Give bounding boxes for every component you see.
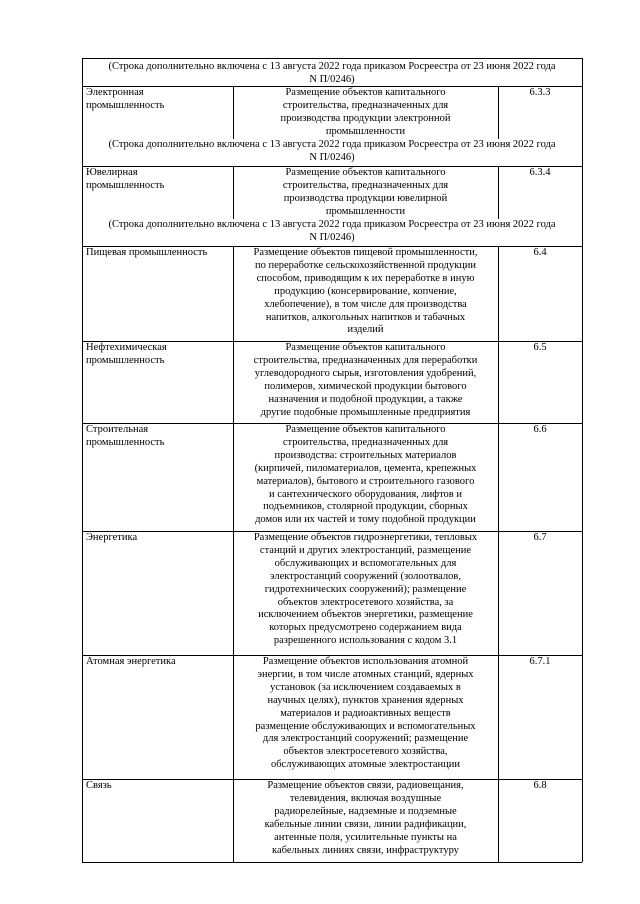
row-description-line: углеводородного сырья, изготовления удобрений, xyxy=(254,367,477,379)
row-name-line: Энергетика xyxy=(86,532,138,543)
row-description-line: для электростанций сооружений; размещение xyxy=(262,733,469,745)
row-description-line: радиорелейные, надземные и подземные xyxy=(274,805,457,817)
table-border-vertical xyxy=(498,246,499,341)
row-description-line: обслуживающих атомные электростанции xyxy=(270,759,461,771)
row-description-line: которых предусмотрено содержанием вида xyxy=(269,622,462,634)
table-border-vertical xyxy=(498,86,499,139)
amendment-note-line: N П/0246) xyxy=(309,231,355,243)
row-description-line: подъемников, столярной продукции, сборных xyxy=(263,501,468,513)
row-name-line: промышленность xyxy=(86,179,165,191)
table-border-vertical xyxy=(82,58,83,862)
row-description-line: Размещение объектов капитального xyxy=(285,167,446,178)
row-code: 6.3.4 xyxy=(529,167,551,178)
row-description-line: производства продукции электронной xyxy=(280,112,451,124)
table-border-vertical xyxy=(498,655,499,779)
row-description-line: Размещение объектов капитального xyxy=(285,424,446,435)
table-border-vertical xyxy=(233,655,234,779)
row-description-line: размещение обслуживающих и вспомогательных xyxy=(255,720,476,732)
row-description-line: строительства, предназначенных для xyxy=(282,179,449,191)
row-description-line: способом, приводящим к их переработке в иную xyxy=(256,272,475,284)
row-description-line: строительства, предназначенных для xyxy=(282,99,449,111)
row-description-line: строительства, предназначенных для переработки xyxy=(253,354,478,366)
row-description-line: производства: строительных материалов xyxy=(274,449,457,461)
row-description-line: станций и других электростанций, размещение xyxy=(259,544,472,556)
row-name-line: Электронная xyxy=(86,87,144,98)
row-description-line: домов или их частей и тому подобной продукции xyxy=(255,514,476,526)
table-border-vertical xyxy=(233,531,234,655)
amendment-note-line: (Строка дополнительно включена с 13 августа 2022 года приказом Росреестра от 23 июня 2022 года xyxy=(108,219,556,230)
row-description-line: Размещение объектов пищевой промышленности, xyxy=(253,247,478,258)
row-description-line: электростанций сооружений (золоотвалов, xyxy=(270,570,461,582)
row-name-line: промышленность xyxy=(86,354,165,366)
row-description-line: Размещение объектов использования атомной xyxy=(262,656,469,667)
row-description-line: объектов электросетевого хозяйства, за xyxy=(277,596,454,608)
table-border-vertical xyxy=(498,423,499,531)
row-description-line: изделий xyxy=(347,324,384,336)
row-description-line: установок (за исключением создаваемых в xyxy=(270,681,461,693)
table-border-vertical xyxy=(233,341,234,423)
row-description-line: хлебопечение), в том числе для производства xyxy=(264,298,467,310)
row-name-line: Связь xyxy=(86,780,112,791)
row-description-line: антенные поля, усилительные пункты на xyxy=(274,831,457,843)
table-border-vertical xyxy=(233,166,234,219)
row-description-line: назначения и подобной продукции, а также xyxy=(268,393,463,405)
row-description-line: (кирпичей, пиломатериалов, цемента, крепежных xyxy=(254,462,477,474)
table-border-vertical xyxy=(233,246,234,341)
row-name-line: Пищевая промышленность xyxy=(86,247,208,258)
row-description-line: Размещение объектов гидроэнергетики, тепловых xyxy=(253,532,478,543)
row-description-line: по переработке сельскохозяйственной продукции xyxy=(254,259,477,271)
row-code: 6.5 xyxy=(533,342,547,353)
row-description-line: телевидения, включая воздушные xyxy=(289,792,442,804)
row-code: 6.4 xyxy=(533,247,547,258)
row-name-line: Ювелирная xyxy=(86,167,138,178)
row-description-line: Размещение объектов капитального xyxy=(285,87,446,98)
table-border-vertical xyxy=(498,779,499,862)
row-description-line: обслуживающих и вспомогательных для xyxy=(274,557,457,569)
table-border-vertical xyxy=(498,341,499,423)
row-code: 6.7 xyxy=(533,532,547,543)
table-border-vertical xyxy=(233,423,234,531)
row-code: 6.8 xyxy=(533,780,547,791)
amendment-note-line: (Строка дополнительно включена с 13 августа 2022 года приказом Росреестра от 23 июня 2022 года xyxy=(108,61,556,72)
table-border-horizontal xyxy=(82,58,582,59)
row-description-line: материалов), бытового и строительного газового xyxy=(256,475,475,487)
table-border-vertical xyxy=(498,531,499,655)
row-description-line: промышленности xyxy=(325,125,406,137)
table-border-horizontal xyxy=(82,862,582,863)
row-name-line: Атомная энергетика xyxy=(86,656,176,667)
row-name-line: Нефтехимическая xyxy=(86,342,167,353)
row-code: 6.3.3 xyxy=(529,87,551,98)
row-name-line: промышленность xyxy=(86,436,165,448)
row-description-line: промышленности xyxy=(325,205,406,217)
row-description-line: гидротехнических сооружений); размещение xyxy=(264,583,467,595)
amendment-note-line: (Строка дополнительно включена с 13 августа 2022 года приказом Росреестра от 23 июня 2022 года xyxy=(108,139,556,150)
row-description-line: производства продукции ювелирной xyxy=(283,192,448,204)
row-code: 6.7.1 xyxy=(529,656,551,667)
row-description-line: Размещение объектов капитального xyxy=(285,342,446,353)
row-description-line: разрешенного использования с кодом 3.1 xyxy=(273,635,458,647)
table-border-vertical xyxy=(233,86,234,139)
row-description-line: кабельных линиях связи, инфраструктуру xyxy=(272,844,459,856)
row-description-line: продукцию (консервирование, копчение, xyxy=(274,285,457,297)
row-description-line: кабельные линии связи, линии радификации, xyxy=(264,818,467,830)
row-description-line: энергии, в том числе атомных станций, ядерных xyxy=(257,668,474,680)
row-code: 6.6 xyxy=(533,424,547,435)
amendment-note-line: N П/0246) xyxy=(309,73,355,85)
table-border-vertical xyxy=(582,58,583,862)
row-description-line: научных целях), пунктов хранения ядерных xyxy=(267,694,464,706)
table-border-vertical xyxy=(233,779,234,862)
amendment-note-line: N П/0246) xyxy=(309,151,355,163)
row-description-line: исключением объектов энергетики, размещение xyxy=(258,609,473,621)
row-name-line: Строительная xyxy=(86,424,149,435)
row-description-line: объектов электросетевого хозяйства, xyxy=(283,746,448,758)
row-description-line: Размещение объектов связи, радиовещания, xyxy=(267,780,464,791)
row-description-line: строительства, предназначенных для xyxy=(282,436,449,448)
row-name-line: промышленность xyxy=(86,99,165,111)
row-description-line: напитков, алкогольных напитков и табачных xyxy=(265,311,466,323)
table-border-vertical xyxy=(498,166,499,219)
row-description-line: другие подобные промышленные предприятия xyxy=(260,406,471,418)
row-description-line: и сантехнического оборудования, лифтов и xyxy=(268,488,462,500)
row-description-line: материалов и радиоактивных веществ xyxy=(280,707,451,719)
row-description-line: полимеров, химической продукции бытового xyxy=(264,380,467,392)
